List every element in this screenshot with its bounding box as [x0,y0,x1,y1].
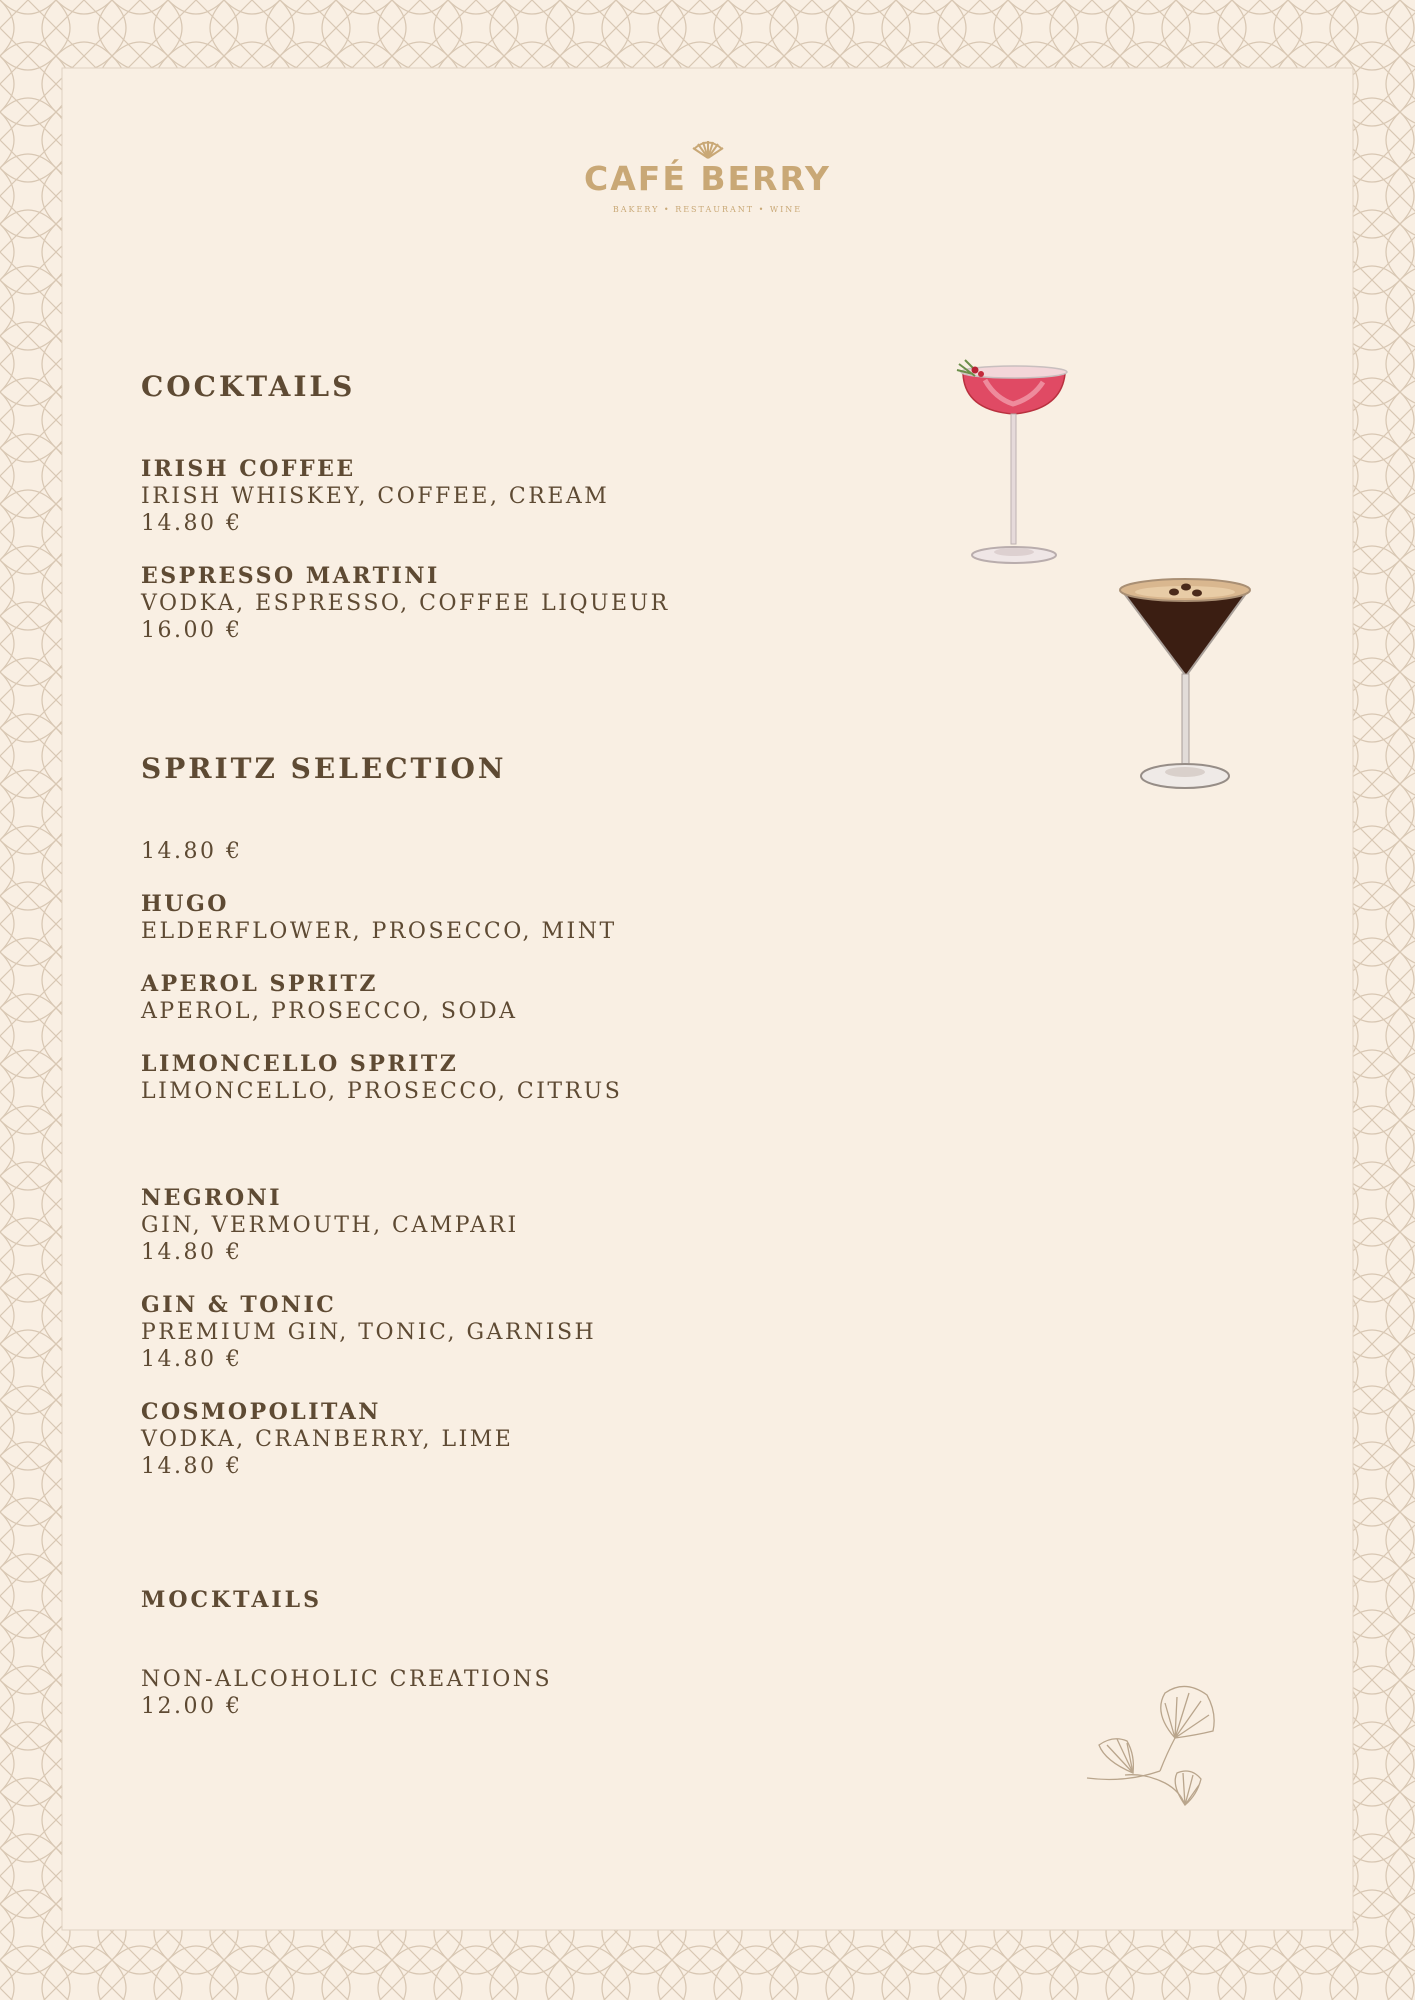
item-name: IRISH COFFEE [141,456,356,482]
item-name: HUGO [141,891,229,917]
menu-item [141,1292,596,1373]
item-name: LIMONCELLO SPRITZ [141,1051,459,1077]
item-description: NON-ALCOHOLIC CREATIONS [141,1667,553,1692]
item-price: 14.80 € [141,1454,243,1479]
item-name: COSMOPOLITAN [141,1399,381,1425]
spritz-price: 14.80 € [141,839,243,864]
item-price: 14.80 € [141,1240,243,1265]
pink-coupe-cocktail-icon [955,358,1080,580]
menu-item [141,456,609,537]
item-name: ESPRESSO MARTINI [141,563,440,589]
shell-fan-icon [689,140,727,160]
menu-item [141,971,518,1025]
menu-item [141,1399,513,1480]
item-description: VODKA, ESPRESSO, COFFEE LIQUEUR [141,591,670,616]
item-description: PREMIUM GIN, TONIC, GARNISH [141,1320,597,1345]
item-name: NEGRONI [141,1185,283,1211]
brand-logo [0,140,1415,214]
brand-name: CAFÉ BERRY [584,159,831,198]
section-title-mocktails: MOCKTAILS [141,1587,323,1613]
item-description: VODKA, CRANBERRY, LIME [141,1427,514,1452]
espresso-martini-icon [1116,578,1254,800]
item-price: 16.00 € [141,618,243,643]
item-description: ELDERFLOWER, PROSECCO, MINT [141,919,617,944]
item-price: 14.80 € [141,1347,243,1372]
brand-tagline: BAKERY • RESTAURANT • WINE [612,205,803,214]
item-description: IRISH WHISKEY, COFFEE, CREAM [141,484,610,509]
menu-item [141,1051,622,1105]
item-price: 14.80 € [141,511,243,536]
item-description: LIMONCELLO, PROSECCO, CITRUS [141,1079,623,1104]
menu-item [141,1666,552,1720]
menu-item [141,1185,519,1266]
item-name: APEROL SPRITZ [141,971,378,997]
section-title-spritz: SPRITZ SELECTION [141,752,507,785]
section-title-cocktails: COCKTAILS [141,370,356,403]
menu-item [141,563,670,644]
ginkgo-leaves-icon [1085,1683,1220,1808]
item-price: 12.00 € [141,1694,243,1719]
item-description: GIN, VERMOUTH, CAMPARI [141,1213,519,1238]
item-description: APEROL, PROSECCO, SODA [141,999,518,1024]
menu-item [141,891,617,945]
item-name: GIN & TONIC [141,1292,337,1318]
